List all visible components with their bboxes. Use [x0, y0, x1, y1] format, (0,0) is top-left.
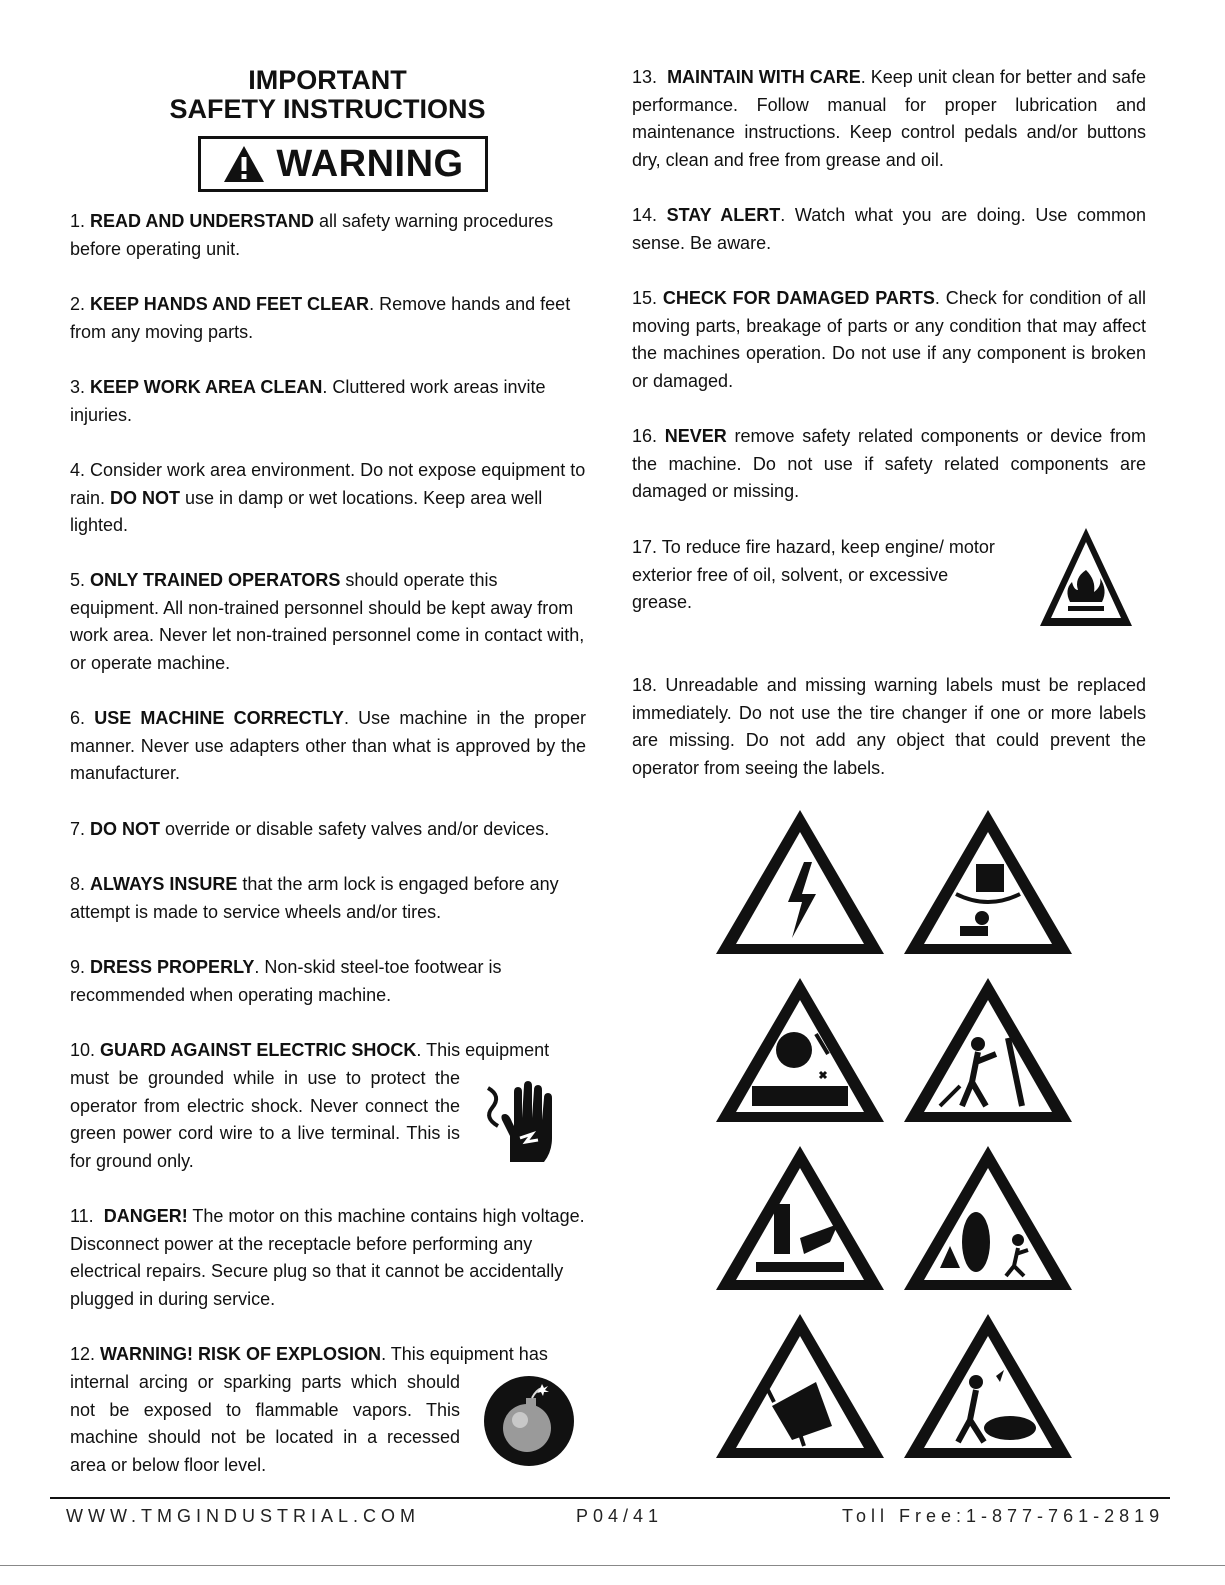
safety-item-8: 8. ALWAYS INSURE that the arm lock is engaged before any attempt is made to service wheels and/or tires. — [70, 874, 559, 922]
safety-item-11: 11. DANGER! The motor on this machine contains high voltage. Disconnect power at the receptacle before performing any electrical repairs. Secure plug so that it cannot be accidentally plugged in during service. — [70, 1206, 585, 1309]
safety-item-1: 1. READ AND UNDERSTAND all safety warning procedures before operating unit. — [70, 211, 554, 259]
footer-phone: Toll Free:1-877-761-2819 — [842, 1506, 1165, 1526]
hand-crushing-warning-icon — [712, 1310, 888, 1462]
safety-item-10-body: must be grounded while in use to protect the operator from electric shock. Never connect the green power cord wire to a live terminal. This is for ground only. — [70, 1068, 460, 1171]
safety-item-10: 10. GUARD AGAINST ELECTRIC SHOCK. This equipment — [70, 1040, 550, 1060]
footer-page-number: P04/41 — [576, 1506, 664, 1526]
operator-injury-warning-icon — [900, 974, 1076, 1126]
bomb-icon — [482, 1374, 576, 1468]
safety-item-14: 14. STAY ALERT. Watch what you are doing. Use common sense. Be aware. — [632, 205, 1146, 253]
safety-item-16: 16. NEVER remove safety related components or device from the machine. Do not use if safety related components are damaged or missing. — [632, 426, 1146, 501]
page-title — [70, 66, 585, 124]
safety-item-12: 12. WARNING! RISK OF EXPLOSION. This equipment has — [70, 1344, 548, 1364]
safety-item-12-body: internal arcing or sparking parts which should not be exposed to flammable vapors. This machine should not be located in a recessed area or below floor level. — [70, 1372, 460, 1475]
safety-item-4: 4. Consider work area environment. Do not expose equipment to rain. DO NOT use in damp or wet locations. Keep area well lighted. — [70, 460, 586, 535]
safety-item-6: 6. USE MACHINE CORRECTLY. Use machine in the proper manner. Never use adapters other than what is approved by the manufacturer. — [70, 708, 586, 783]
wheel-crushing-warning-icon — [712, 974, 888, 1126]
safety-item-3: 3. KEEP WORK AREA CLEAN. Cluttered work areas invite injuries. — [70, 377, 546, 425]
fire-hazard-icon — [1036, 524, 1136, 632]
title-line-important: IMPORTANT — [248, 65, 407, 95]
foot-crushing-warning-icon — [712, 1142, 888, 1294]
page-bottom-rule — [0, 1565, 1225, 1566]
safety-item-17: 17. To reduce fire hazard, keep engine/ motor exterior free of oil, solvent, or excessive grease. — [632, 537, 995, 612]
crushing-rotation-warning-icon — [900, 806, 1076, 958]
hand-shock-icon — [480, 1076, 564, 1168]
tire-explosion-warning-icon — [900, 1310, 1076, 1462]
footer-divider — [50, 1497, 1170, 1499]
safety-item-18: 18. Unreadable and missing warning labels must be replaced immediately. Do not use the tire changer if one or more labels are missing. Do not add any object that could prevent the operator from seeing the labels. — [632, 675, 1146, 778]
warning-triangle-icon — [222, 144, 266, 184]
safety-item-15: 15. CHECK FOR DAMAGED PARTS. Check for condition of all moving parts, breakage of parts or any condition that may affect the machines operation. Do not use if any component is broken or damaged. — [632, 288, 1146, 391]
safety-item-13: 13. MAINTAIN WITH CARE. Keep unit clean for better and safe performance. Follow manual for proper lubrication and maintenance instructions. Keep control pedals and/or buttons dry, clean and free from grease and oil. — [632, 67, 1147, 170]
safety-item-9: 9. DRESS PROPERLY. Non-skid steel-toe footwear is recommended when operating machine. — [70, 957, 502, 1005]
high-voltage-warning-icon — [712, 806, 888, 958]
title-line-safety-instructions: SAFETY INSTRUCTIONS — [169, 94, 486, 124]
tire-burst-warning-icon — [900, 1142, 1076, 1294]
warning-label: WARNING — [276, 142, 464, 185]
footer-website: WWW.TMGINDUSTRIAL.COM — [66, 1506, 420, 1526]
safety-item-2: 2. KEEP HANDS AND FEET CLEAR. Remove hands and feet from any moving parts. — [70, 294, 571, 342]
warning-banner — [198, 136, 488, 192]
safety-item-7: 7. DO NOT override or disable safety valves and/or devices. — [70, 819, 550, 839]
safety-item-5: 5. ONLY TRAINED OPERATORS should operate this equipment. All non-trained personnel should be kept away from work area. Never let non-trained personnel come in contact with, or operate machine. — [70, 570, 585, 673]
